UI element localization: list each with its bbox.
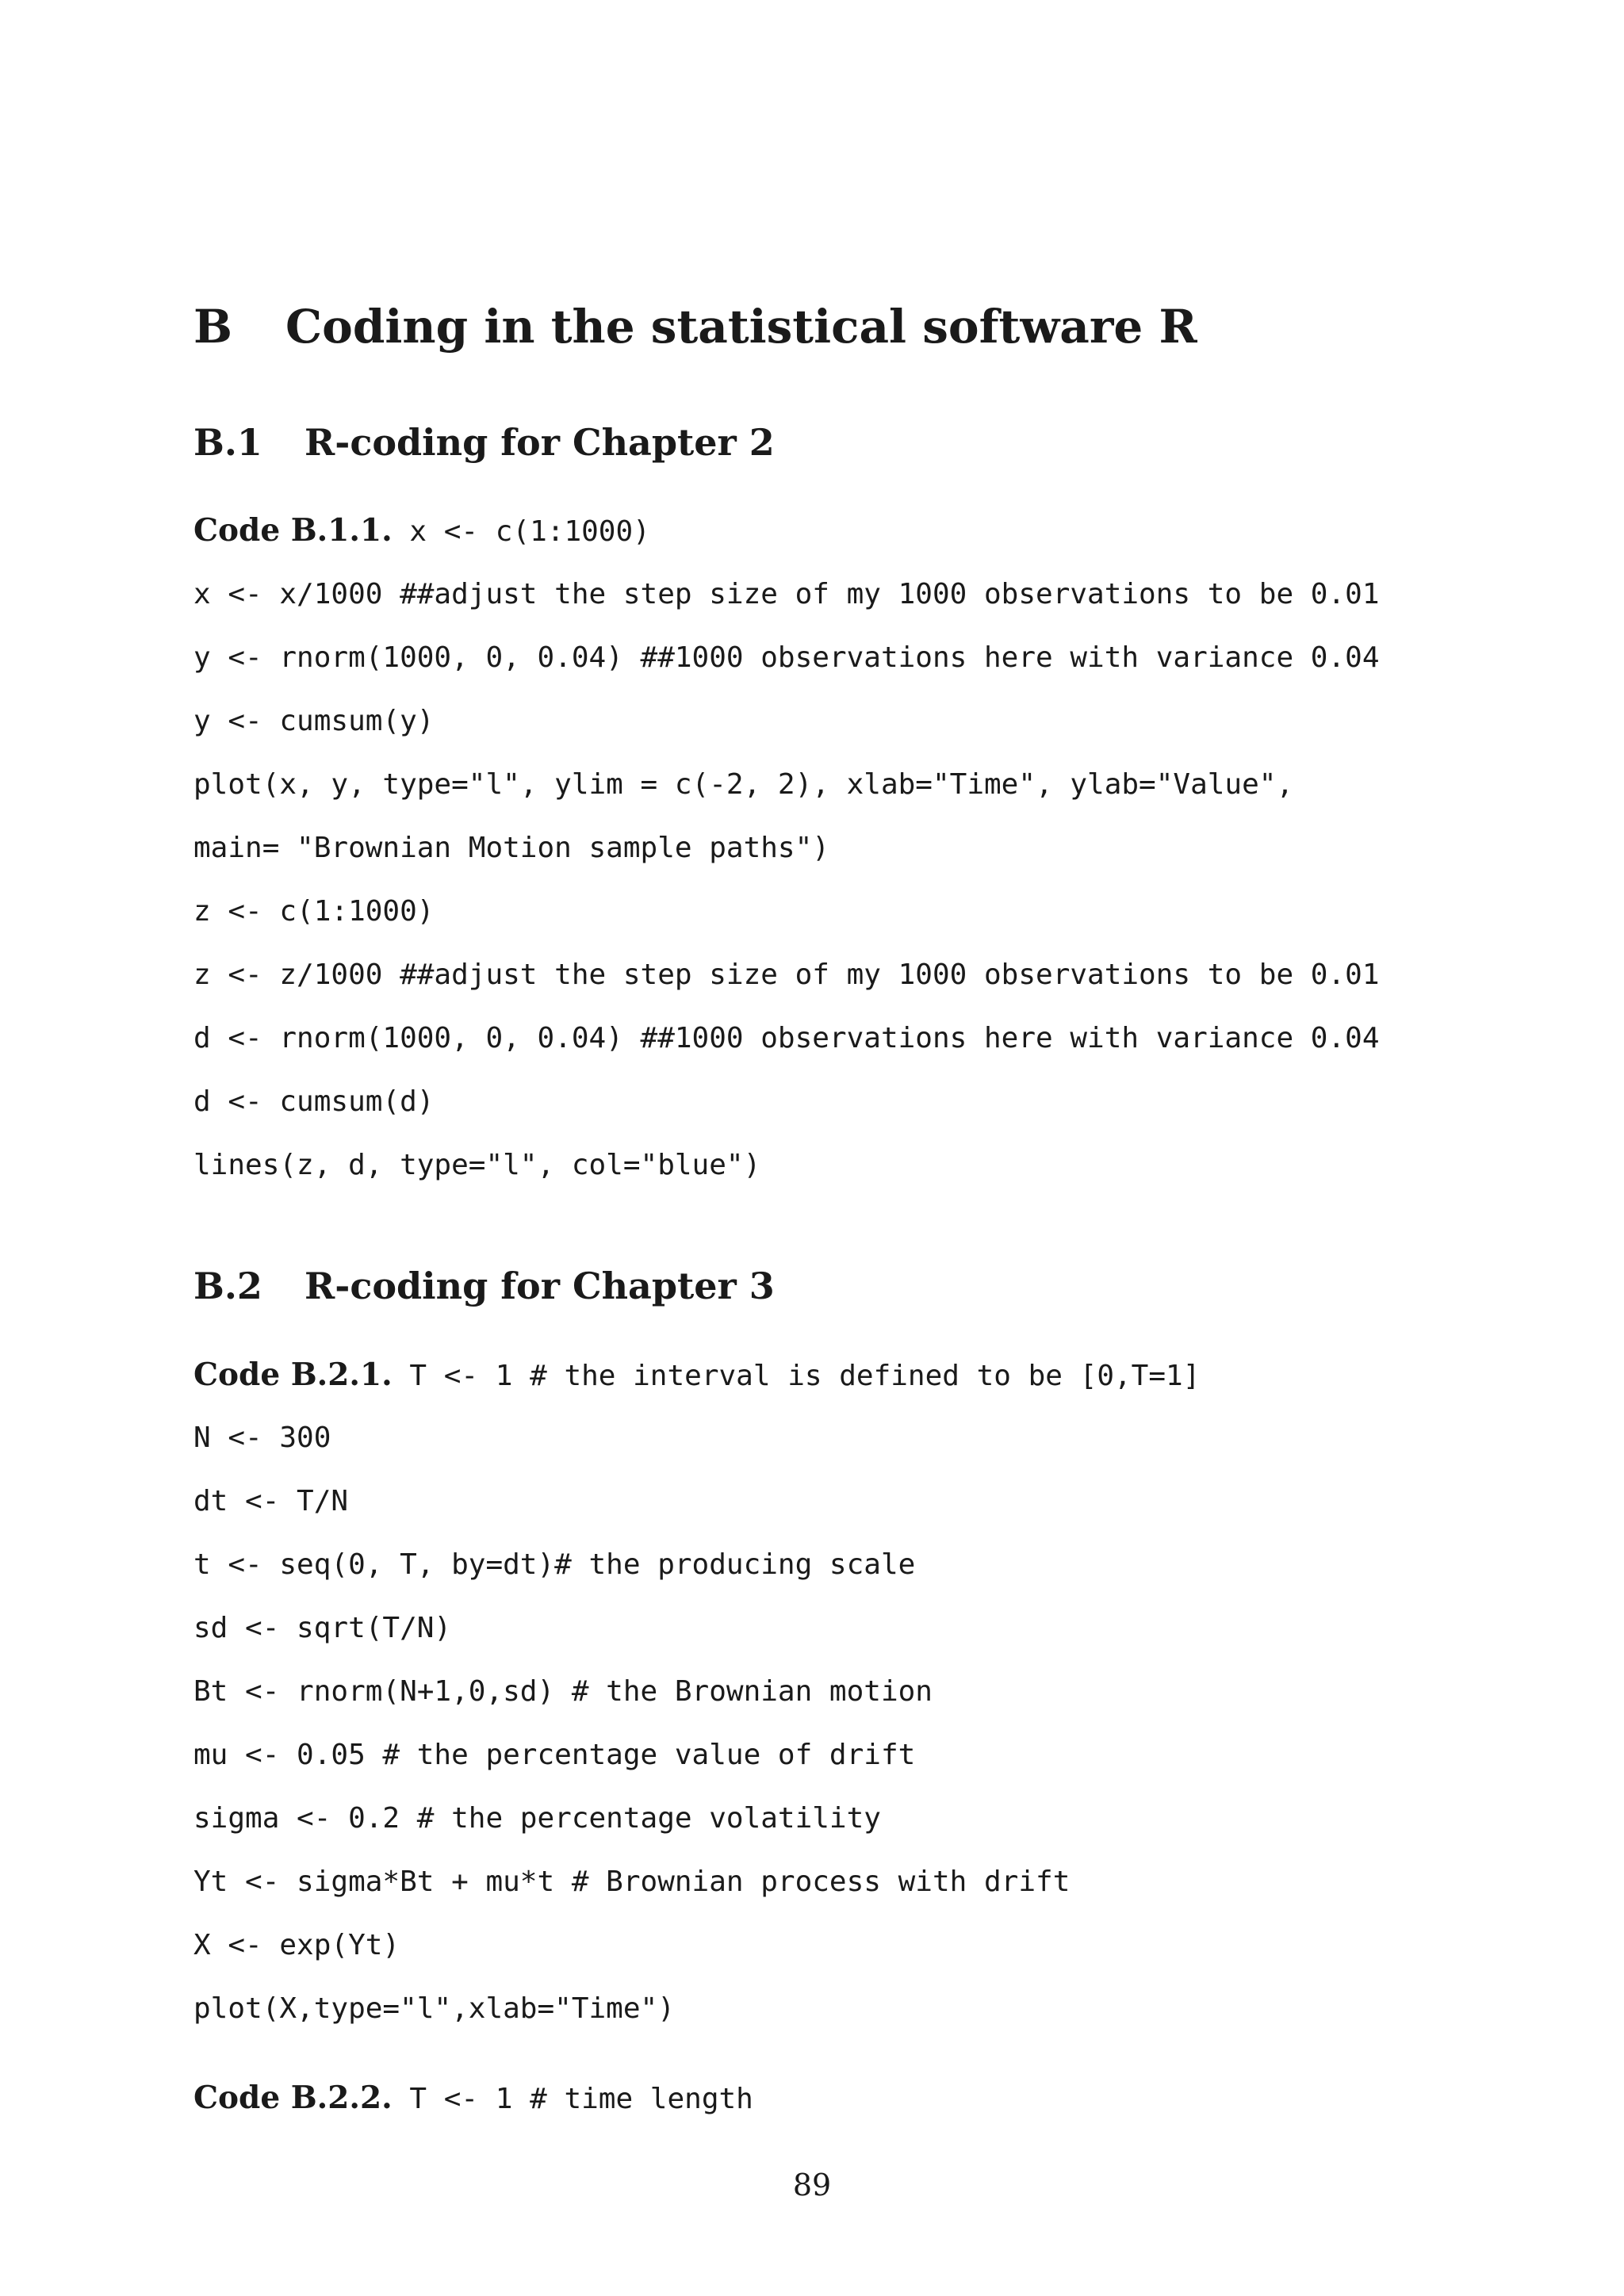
code-line: mu <- 0.05 # the percentage value of drift [193, 1739, 916, 1771]
code-line: dt <- T/N [193, 1485, 349, 1517]
page-number: 89 [792, 2168, 832, 2202]
code-line: N <- 300 [193, 1422, 331, 1454]
chapter-title-text: Coding in the statistical software R [285, 300, 1197, 354]
code-line: plot(X,type="l",xlab="Time") [193, 1992, 675, 2025]
code-line: d <- cumsum(d) [193, 1085, 435, 1118]
chapter-number: B [193, 300, 233, 354]
code-line: d <- rnorm(1000, 0, 0.04) ##1000 observations here with variance 0.04 [193, 1022, 1380, 1054]
code-label: Code B.2.1. [193, 1357, 393, 1393]
code-line [193, 1354, 1200, 1395]
code-line: lines(z, d, type="l", col="blue") [193, 1149, 761, 1181]
code-line: z <- z/1000 ##adjust the step size of my 1000 observations to be 0.01 [193, 959, 1380, 991]
code-label: Code B.1.1. [193, 512, 393, 549]
code-line [193, 510, 650, 551]
section-title-text: R-coding for Chapter 2 [304, 421, 775, 464]
code-line: z <- c(1:1000) [193, 895, 435, 928]
code-line: y <- cumsum(y) [193, 705, 435, 737]
code-text: T <- 1 # the interval is defined to be [0,T=1] [409, 1360, 1201, 1392]
code-line: X <- exp(Yt) [193, 1929, 400, 1961]
section-title-text: R-coding for Chapter 3 [304, 1265, 775, 1307]
code-text: x <- c(1:1000) [409, 515, 650, 548]
section-number: B.1 [193, 421, 262, 464]
code-line: sigma <- 0.2 # the percentage volatility [193, 1802, 881, 1835]
section-number: B.2 [193, 1265, 262, 1307]
code-line: main= "Brownian Motion sample paths") [193, 832, 829, 864]
code-line: Yt <- sigma*Bt + mu*t # Brownian process with drift [193, 1866, 1071, 1898]
code-line: Bt <- rnorm(N+1,0,sd) # the Brownian motion [193, 1675, 933, 1708]
code-line: sd <- sqrt(T/N) [193, 1612, 452, 1644]
code-line: y <- rnorm(1000, 0, 0.04) ##1000 observations here with variance 0.04 [193, 641, 1380, 674]
code-line: t <- seq(0, T, by=dt)# the producing scale [193, 1548, 916, 1581]
code-label: Code B.2.2. [193, 2080, 393, 2116]
chapter-title [193, 295, 1197, 358]
section-title-b1 [193, 417, 775, 468]
code-line [193, 2077, 753, 2118]
section-title-b2 [193, 1261, 775, 1311]
code-text: T <- 1 # time length [409, 2083, 753, 2115]
code-line: plot(x, y, type="l", ylim = c(-2, 2), xlab="Time", ylab="Value", [193, 768, 1294, 801]
code-line: x <- x/1000 ##adjust the step size of my 1000 observations to be 0.01 [193, 578, 1380, 610]
